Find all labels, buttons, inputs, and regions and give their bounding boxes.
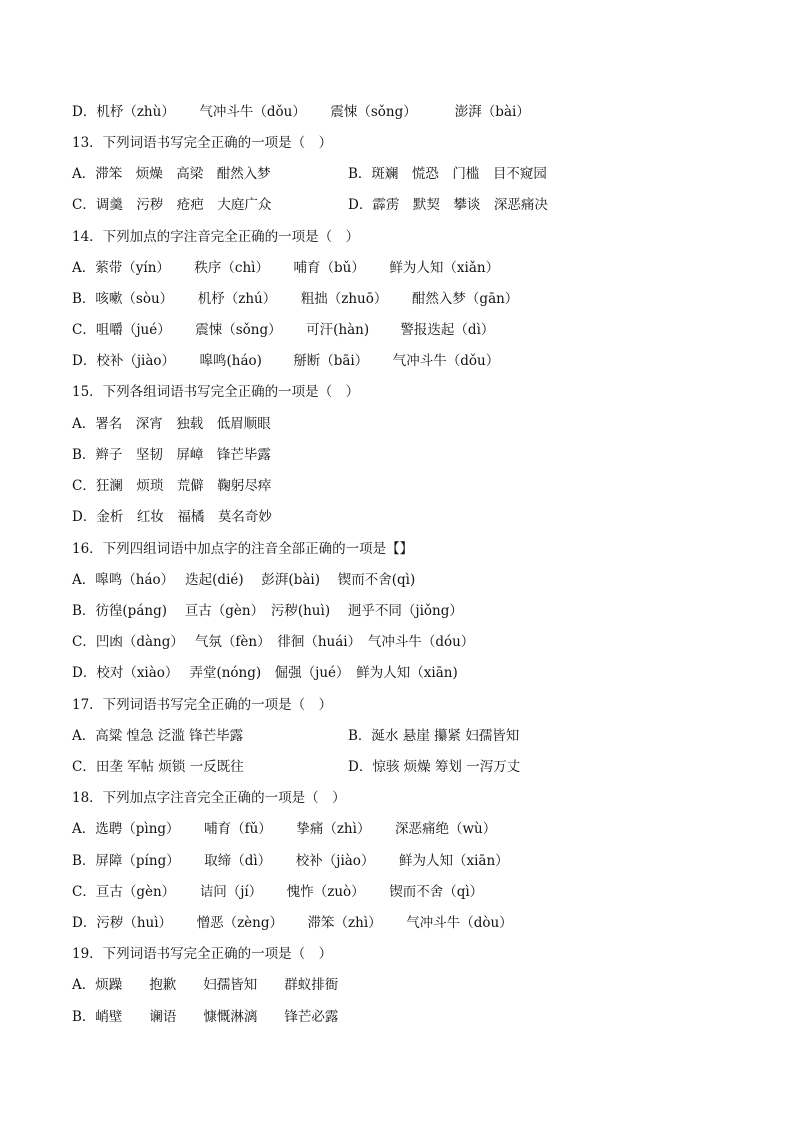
question-19-option-b <box>72 1005 754 1029</box>
question-18-option-b <box>72 849 754 873</box>
line-text: D．金析 红妆 福橘 莫名奇妙 <box>72 509 272 525</box>
line-text: D．污秽（huì） 憎恶（zèng） 滞笨（zhì） 气冲斗牛（dòu） <box>72 915 513 931</box>
question-18-option-a <box>72 817 754 841</box>
question-14-option-c <box>72 318 754 342</box>
question-17-options-cd <box>72 755 754 779</box>
line-text: B．屏障（píng） 取缔（dì） 校补（jiào） 鲜为人知（xiān） <box>72 853 509 869</box>
option-d: D．惊骇 烦燥 筹划 一泻万丈 <box>348 759 521 775</box>
question-14-option-a <box>72 256 754 280</box>
question-12-option-d <box>72 100 754 124</box>
option-a: A．滞笨 烦燥 高梁 酣然入梦 <box>72 166 271 182</box>
line-text: 13．下列词语书写完全正确的一项是（ ） <box>72 135 333 151</box>
question-13-options-ab <box>72 162 754 186</box>
line-text: D．机杼（zhù） 气冲斗牛（dǒu） 震悚（sǒng） 澎湃（bài） <box>72 104 530 120</box>
option-b: B．斑斓 慌恐 门槛 目不窥园 <box>348 166 547 182</box>
line-text: 16．下列四组词语中加点字的注音全部正确的一项是【】 <box>72 541 414 557</box>
line-text: B．彷徨(páng) 亘古（gèn） 污秽(huì) 迥乎不同（jiǒng） <box>72 603 463 619</box>
question-13-stem <box>72 131 754 155</box>
line-text: 18．下列加点字注音完全正确的一项是（ ） <box>72 790 346 806</box>
question-16-option-b <box>72 599 754 623</box>
line-text: 17．下列词语书写完全正确的一项是（ ） <box>72 697 333 713</box>
option-c: C．调羹 污秽 疮疤 大庭广众 <box>72 197 272 213</box>
question-16-option-d <box>72 661 754 685</box>
question-15-option-b <box>72 443 754 467</box>
option-b: B．涎水 悬崖 攥紧 妇孺皆知 <box>348 728 520 744</box>
option-c: C．田垄 军帖 烦锁 一反既往 <box>72 759 244 775</box>
question-15-option-c <box>72 474 754 498</box>
question-15-stem <box>72 380 754 404</box>
line-text: D．校补（jiào） 嗥鸣(háo) 掰断（bāi） 气冲斗牛（dǒu） <box>72 353 500 369</box>
question-14-option-b <box>72 287 754 311</box>
question-14-stem <box>72 225 754 249</box>
question-14-option-d <box>72 349 754 373</box>
question-19-stem <box>72 942 754 966</box>
line-text: A．嗥鸣（háo） 迭起(dié) 彭湃(bài) 锲而不舍(qì) <box>72 572 416 588</box>
line-text: A．烦躁 抱歉 妇孺皆知 群蚁排衙 <box>72 977 339 993</box>
line-text: C．亘古（gèn） 诘问（jí） 愧怍（zuò） 锲而不舍（qì） <box>72 884 484 900</box>
question-18-option-d <box>72 911 754 935</box>
line-text: D．校对（xiào） 弄堂(nóng) 倔强（jué） 鲜为人知（xiān) <box>72 665 458 681</box>
question-17-options-ab <box>72 724 754 748</box>
question-16-stem <box>72 537 754 561</box>
question-15-option-d <box>72 505 754 529</box>
line-text: A．选聘（pìng） 哺育（fǔ） 挚痛（zhì） 深恶痛绝（wù） <box>72 821 497 837</box>
option-a: A．高粱 惶急 泛滥 锋芒毕露 <box>72 728 244 744</box>
option-d: D．霹雳 默契 攀谈 深恶痛决 <box>348 197 548 213</box>
line-text: C．凹凼（dàng） 气氛（fèn） 徘徊（huái） 气冲斗牛（dóu） <box>72 634 475 650</box>
line-text: B．咳嗽（sòu） 机杼（zhú） 粗拙（zhuō） 酣然入梦（gān） <box>72 291 519 307</box>
line-text: C．狂澜 烦琐 荒僻 鞠躬尽瘁 <box>72 478 272 494</box>
line-text: B．峭壁 谰语 慷慨淋漓 锋芒必露 <box>72 1009 339 1025</box>
question-17-stem <box>72 693 754 717</box>
question-13-options-cd <box>72 193 754 217</box>
line-text: C．咀嚼（jué） 震悚（sǒng） 可汗(hàn) 警报迭起（dì） <box>72 322 495 338</box>
question-19-option-a <box>72 973 754 997</box>
line-text: 14．下列加点的字注音完全正确的一项是（ ） <box>72 229 360 245</box>
question-18-option-c <box>72 880 754 904</box>
line-text: 15．下列各组词语书写完全正确的一项是（ ） <box>72 384 360 400</box>
question-15-option-a <box>72 412 754 436</box>
line-text: 19．下列词语书写完全正确的一项是（ ） <box>72 946 333 962</box>
line-text: B．辫子 坚韧 屏嶂 锋芒毕露 <box>72 447 271 463</box>
question-16-option-c <box>72 630 754 654</box>
line-text: A．萦带（yín） 秩序（chì） 哺育（bǔ） 鲜为人知（xiǎn） <box>72 260 500 276</box>
question-18-stem <box>72 786 754 810</box>
question-16-option-a <box>72 568 754 592</box>
line-text: A．署名 深宵 独载 低眉顺眼 <box>72 416 271 432</box>
